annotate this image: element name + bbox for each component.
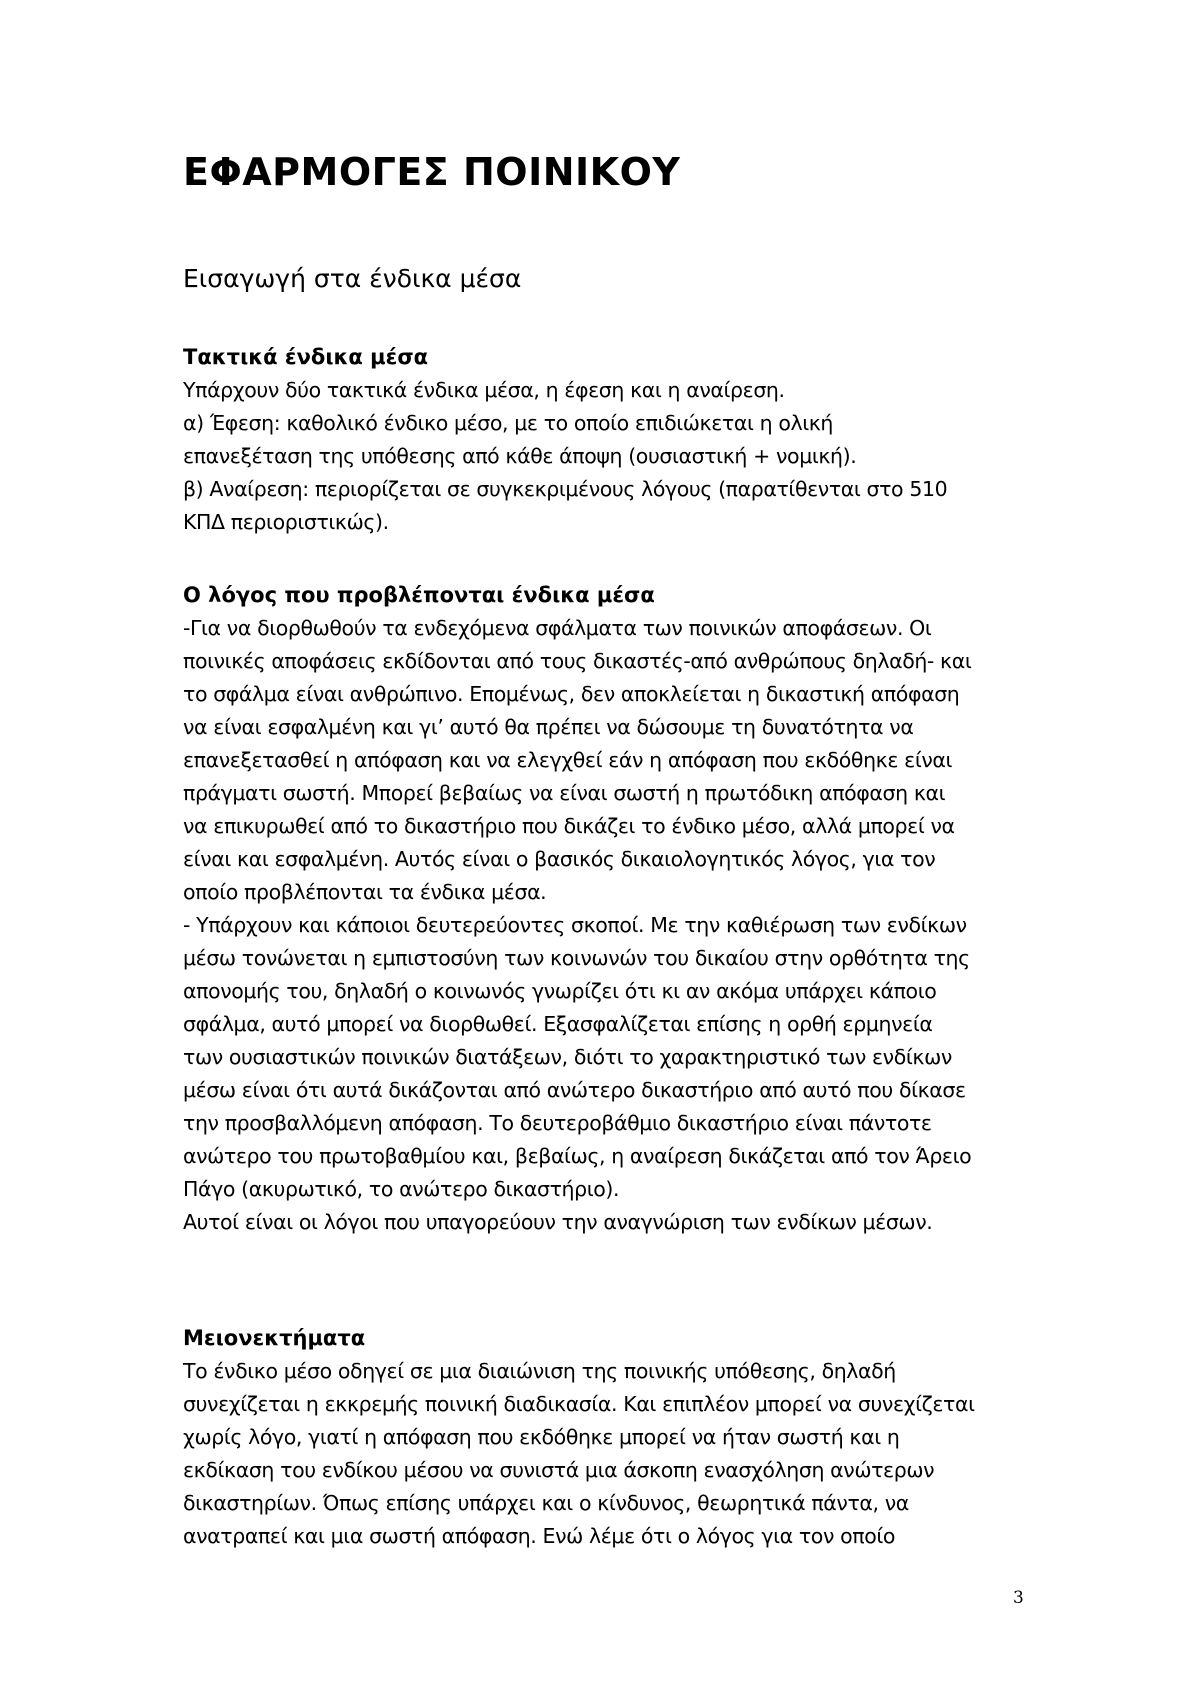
paragraph-line: μέσω τονώνεται η εμπιστοσύνη των κοινωνών του δικαίου στην ορθότητα της [183, 946, 970, 970]
paragraph-line: επανεξέταση της υπόθεσης από κάθε άποψη (ουσιαστική + νομική). [183, 444, 857, 468]
paragraph-line: να επικυρωθεί από το δικαστήριο που δικάζει το ένδικο μέσο, αλλά μπορεί να [183, 814, 955, 838]
section-disadvantages [183, 1322, 1043, 1553]
paragraph-line: -Για να διορθωθούν τα ενδεχόμενα σφάλματα των ποινικών αποφάσεων. Οι [183, 616, 932, 640]
paragraph-line: απονομής του, δηλαδή ο κοινωνός γνωρίζει ότι κι αν ακόμα υπάρχει κάποιο [183, 979, 937, 1003]
section-heading: Τακτικά ένδικα μέσα [183, 345, 429, 369]
paragraph-line: οποίο προβλέπονται τα ένδικα μέσα. [183, 880, 547, 904]
paragraph-line: ανώτερο του πρωτοβαθμίου και, βεβαίως, η αναίρεση δικάζεται από τον Άρειο [183, 1144, 972, 1168]
paragraph-line: α) Έφεση: καθολικό ένδικο μέσο, με το οποίο επιδιώκεται η ολική [183, 411, 833, 435]
document-title: ΕΦΑΡΜΟΓΕΣ ΠΟΙΝΙΚΟΥ [183, 150, 681, 194]
paragraph-line: Υπάρχουν δύο τακτικά ένδικα μέσα, η έφεση και η αναίρεση. [183, 378, 785, 402]
paragraph-line: να είναι εσφαλμένη και γι’ αυτό θα πρέπει να δώσουμε τη δυνατότητα να [183, 715, 914, 739]
paragraph-line: - Υπάρχουν και κάποιοι δευτερεύοντες σκοποί. Με την καθιέρωση των ενδίκων [183, 913, 967, 937]
paragraph-line: μέσω είναι ότι αυτά δικάζονται από ανώτερο δικαστήριο από αυτό που δίκασε [183, 1078, 966, 1102]
paragraph-line: ΚΠΔ περιοριστικώς). [183, 510, 389, 534]
paragraph-line: εκδίκαση του ενδίκου μέσου να συνιστά μια άσκοπη ενασχόληση ανώτερων [183, 1458, 935, 1482]
paragraph-line: το σφάλμα είναι ανθρώπινο. Επομένως, δεν αποκλείεται η δικαστική απόφαση [183, 682, 960, 706]
section-heading: Μειονεκτήματα [183, 1326, 366, 1350]
paragraph-line: δικαστηρίων. Όπως επίσης υπάρχει και ο κίνδυνος, θεωρητικά πάντα, να [183, 1491, 909, 1515]
paragraph-line: χωρίς λόγο, γιατί η απόφαση που εκδόθηκε μπορεί να ήταν σωστή και η [183, 1425, 900, 1449]
paragraph-line: συνεχίζεται η εκκρεμής ποινική διαδικασία. Και επιπλέον μπορεί να συνεχίζεται [183, 1392, 975, 1416]
paragraph-line: β) Αναίρεση: περιορίζεται σε συγκεκριμένους λόγους (παρατίθενται στο 510 [183, 477, 948, 501]
paragraph-line: επανεξετασθεί η απόφαση και να ελεγχθεί εάν η απόφαση που εκδόθηκε είναι [183, 748, 953, 772]
section-heading: Ο λόγος που προβλέπονται ένδικα μέσα [183, 583, 655, 607]
paragraph-line: ανατραπεί και μια σωστή απόφαση. Ενώ λέμε ότι ο λόγος για τον οποίο [183, 1524, 896, 1548]
paragraph-line: πράγματι σωστή. Μπορεί βεβαίως να είναι σωστή η πρωτόδικη απόφαση και [183, 781, 946, 805]
page-number: 3 [1013, 1588, 1024, 1608]
paragraph-line: είναι και εσφαλμένη. Αυτός είναι ο βασικός δικαιολογητικός λόγος, για τον [183, 847, 936, 871]
section-reason-for-remedies [183, 579, 1043, 1239]
paragraph-line: Το ένδικο μέσο οδηγεί σε μια διαιώνιση της ποινικής υπόθεσης, δηλαδή [183, 1359, 896, 1383]
document-subtitle: Εισαγωγή στα ένδικα μέσα [183, 264, 522, 293]
paragraph-line: Πάγο (ακυρωτικό, το ανώτερο δικαστήριο). [183, 1177, 620, 1201]
paragraph-line: την προσβαλλόμενη απόφαση. Το δευτεροβάθμιο δικαστήριο είναι πάντοτε [183, 1111, 932, 1135]
paragraph-line: ποινικές αποφάσεις εκδίδονται από τους δικαστές-από ανθρώπους δηλαδή- και [183, 649, 972, 673]
paragraph-line: των ουσιαστικών ποινικών διατάξεων, διότι το χαρακτηριστικό των ενδίκων [183, 1045, 952, 1069]
section-ordinary-remedies [183, 341, 1043, 539]
paragraph-line: Αυτοί είναι οι λόγοι που υπαγορεύουν την αναγνώριση των ενδίκων μέσων. [183, 1210, 933, 1234]
paragraph-line: σφάλμα, αυτό μπορεί να διορθωθεί. Εξασφαλίζεται επίσης η ορθή ερμηνεία [183, 1012, 933, 1036]
